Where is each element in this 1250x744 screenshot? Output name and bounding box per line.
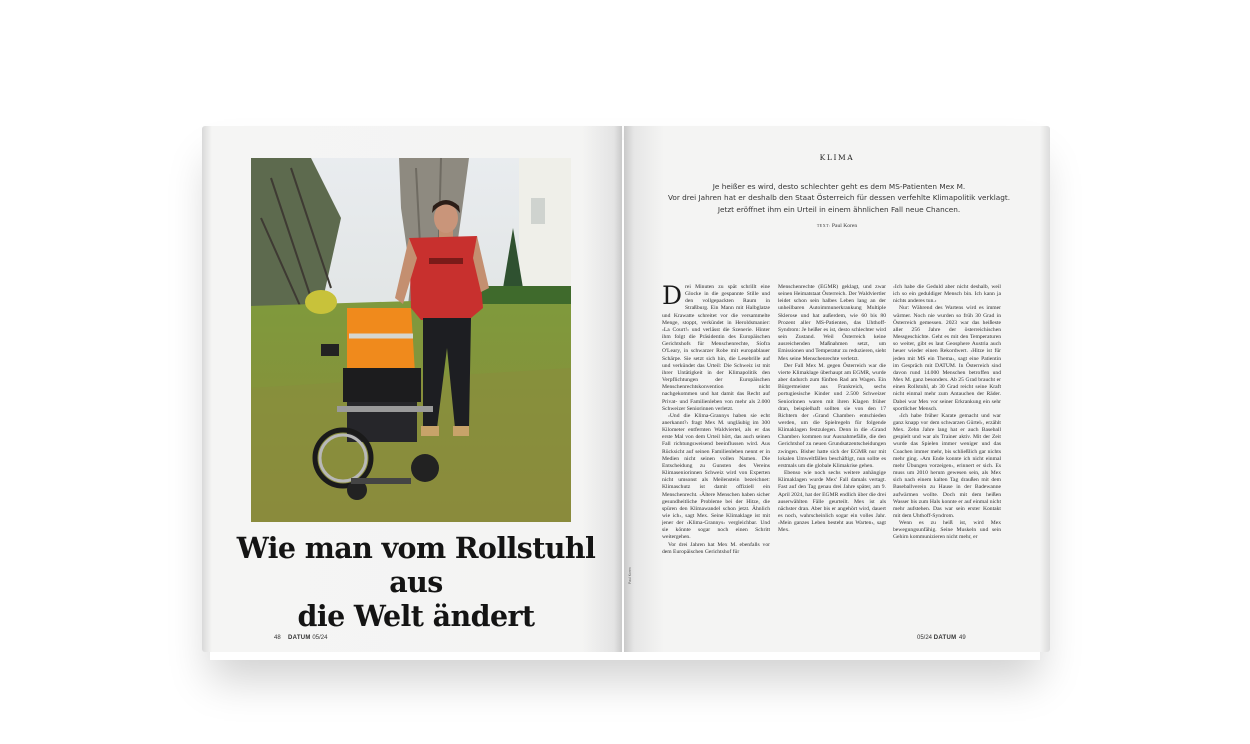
byline-prefix: TEXT: <box>816 223 831 228</box>
byline-name: Paul Koren <box>831 223 858 229</box>
column-1-paragraph-3: Vor drei Jahren hat Mex M. ebenfalls vor dem Europäischen Gerichtshof für <box>662 541 770 555</box>
left-page-number: 48 <box>274 635 281 641</box>
body-column-3 <box>893 284 1001 644</box>
left-magazine-name: DATUM <box>288 635 311 641</box>
lede-line-1: Je heißer es wird, desto schlechter geht es dem MS-Patienten Mex M. <box>712 182 966 191</box>
photo-credit: Paul Koren <box>628 567 632 584</box>
column-3-paragraph-2: Nur: Während des Wartens wird es immer wärmer. Noch nie wurden so früh 30 Grad in Österreich gemessen. 2023 war das heißeste aller 256 Jahre der österreichischen Messgeschichte. Geht es mit den Temperaturen so weiter, gibt es laut Geosphere Austria auch heuer wieder einen Rekordwert. ›Hitze ist für jeden mit MS ein Thema‹, sagt eine Patientin im Gespräch mit DATUM. In Österreich sind davon rund 14.000 Menschen betroffen und Mex M. ganz besonders. Ab 25 Grad braucht er einen Rollstuhl, ab 30 Grad reicht seine Kraft nicht einmal mehr zum Antauchen der Räder. Dabei war Mex vor seiner Erkrankung ein sehr sportlicher Mensch. <box>893 305 1001 412</box>
right-magazine-name: DATUM <box>933 635 957 641</box>
cover-photo <box>251 158 571 522</box>
column-1-paragraph-2: ›Und die Klima-Grannys haben sie echt anerkannt?‹ fragt Mex M. ungläubig im 300 Kilometer entfernten Waldviertel, als er das erste Mal von dem Urteil hört, das auch seinen Fall richtungsweisend beeinflussen wird. Aus Rücksicht auf seinen Familienleben nennt er in Medien nicht seinen vollen Namen. Die Entscheidung zu Gunsten des Vereins Klimaseniorinnen Schweiz wird von Experten nicht umsonst als Meilenstein bezeichnet: Klimaschutz ist damit offiziell ein Menschenrecht. ›Ältere Menschen haben sicher gesundheitliche Probleme bei der Hitze, die spüren den Klimawandel schon jetzt. Ähnlich wie ich‹, sagt Mex. Seine Klimaklage ist mit jener der ›Klima-Grannys‹ vergleichbar. Und sie könnte sogar noch einen Schritt weitergehen. <box>662 412 770 541</box>
left-page <box>202 126 622 652</box>
column-2-paragraph-3: Ebenso wie noch sechs weitere anhängige Klimaklagen wurde Mex' Fall damals vertagt. Fast auf den Tag genau drei Jahre später, am 9. April 2024, hat der EGMR endlich über die drei auserwählten Fälle geurteilt. Mex ist als nächster dran. Aber bis er angehört wird, dauert es noch, wahrscheinlich sogar ein volles Jahr. ›Mein ganzes Leben besteht aus Warten‹, sagt Mex. <box>778 470 886 534</box>
dropcap: D <box>662 284 683 310</box>
article-lede <box>644 181 1034 215</box>
body-column-2 <box>778 284 886 644</box>
byline <box>624 223 1050 229</box>
article-headline <box>216 531 616 633</box>
headline-line-2: die Welt ändert <box>297 599 535 633</box>
section-label: KLIMA <box>819 153 855 162</box>
left-page-footer <box>288 635 327 641</box>
column-3-paragraph-1: ›Ich habe die Geduld aber nicht deshalb, weil ich so ein geduldiger Mensch bin. Ich kann ja nichts anderes tun.‹ <box>893 284 1001 305</box>
left-issue: 05/24 <box>312 635 328 641</box>
column-3-paragraph-3: ›Ich habe früher Karate gemacht und war ganz knapp vor dem schwarzen Gürtel‹, erzählt Mex. Zehn Jahre lang hat er auch Baseball gespielt und war als Trainer aktiv. Mit der Zeit wurde das Spielen immer weniger und das Coachen immer mehr, bis schließlich gar nichts mehr ging. ›Am Ende konnte ich nicht einmal mehr Übungen vorzeigen‹, erinnert er sich. Es muss um 2010 herum gewesen sein, als Mex sich nach einem kalten Tag draußen mit dem Baseballverein zu Hause in der Badewanne aufwärmen wollte. Doch mit dem heißen Wasser bis zum Hals konnte er auf einmal nicht mehr aufstehen. Das war sein erster Kontakt mit dem Uhthoff-Syndrom. <box>893 412 1001 519</box>
lede-line-2: Vor drei Jahren hat er deshalb den Staat Österreich für dessen verfehlte Klimapolitik verklagt. <box>667 193 1011 203</box>
headline-line-1: Wie man vom Rollstuhl aus <box>236 531 596 599</box>
right-issue: 05/24 <box>917 635 933 641</box>
right-page-number: 49 <box>959 635 966 641</box>
column-2-paragraph-1: Menschenrechte (EGMR) geklagt, und zwar seinen Heimatstaat Österreich. Der Waldviertler leidet schon sein halbes Leben lang an der unheilbaren Autoimmunerkrankung Multiple Sklerose und hat außerdem, wie 60 bis 80 Prozent aller MS-Patienten, das Uhthoff-Syndrom: Je heißer es ist, desto schlechter wird sein Zustand. Weil Österreich keine ausreichenden Maßnahmen setzt, um Emissionen und Temperatur zu reduzieren, sieht Mex seine Menschenrechte verletzt. <box>778 284 886 362</box>
body-column-1 <box>662 284 770 644</box>
column-2-paragraph-2: Der Fall Mex M. gegen Österreich war die vierte Klimaklage überhaupt am EGMR, wurde aber dadurch zum fünften Rad am Wagen. Ein Bürgermeister aus Frankreich, sechs portugiesische Kinder und 2.500 Schweizer Seniorinnen waren mit ihren Klagen früher dran, beispielhaft sollten sie von den 17 Richtern der ›Grand Chamber‹ entschieden werden, um die Spielregeln für folgende Klimaklagen festzulegen. Denn in die ›Grand Chamber‹ kommen nur Ausnahmefälle, die den Gerichtshof zu neuen Grundsatzentscheidungen zwingen. Bisher hatte sich der EGMR nur mit lokalen Umweltfällen beschäftigt, nun sollte es erstmals um die globale Klimakrise gehen. <box>778 362 886 469</box>
column-3-paragraph-4: Wenn es zu heiß ist, wird Mex bewegungsunfähig. Seine Muskeln und sein Gehirn kommunizieren nicht mehr, er <box>893 520 1001 541</box>
photo-of-man-with-wheelchair-icon <box>251 158 571 522</box>
column-1-paragraph-1: Drei Minuten zu spät schrillt eine Glocke in die gespannte Stille und den vollgepackten Raum in Straßburg. Ein Mann mit Halbglatze und Krawatte schreitet vor die versammelte Menge, stoppt, verkündet in Heroldsmanier: ›La Court!‹ und verlässt die Szenerie. Hinter ihm folgt die Präsidentin des Europäischen Gerichtshofs für Menschenrechte, Síofra O'Leary, in schwarzer Robe mit europablauer Schärpe. Sie setzt sich hin, die Lesebrille auf und verkündet das Urteil: Die Schweiz ist mit ihrer Untätigkeit in der Klimapolitik den Verpflichtungen der Europäischen Menschenrechtskonvention nicht nachgekommen und hat damit das Recht auf Privat- und Familienleben von mehr als 2.000 Schweizer Seniorinnen verletzt. <box>662 284 770 412</box>
lede-line-3: Jetzt eröffnet ihm ein Urteil in einem ähnlichen Fall neue Chancen. <box>717 204 961 214</box>
